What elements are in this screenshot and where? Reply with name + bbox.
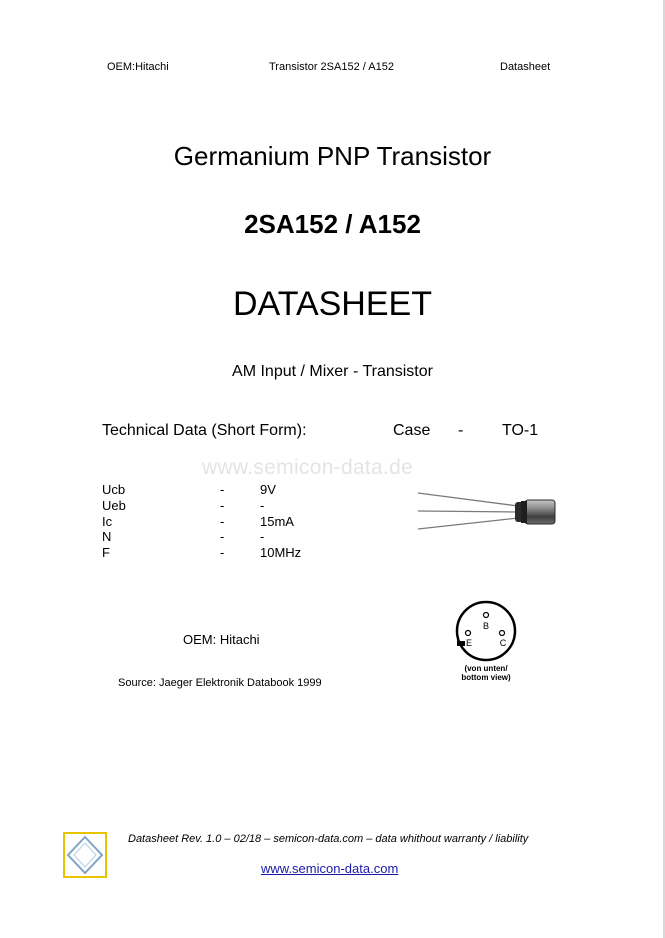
- watermark-text: www.semicon-data.de: [202, 456, 414, 479]
- part-number-title: 2SA152 / A152: [244, 209, 421, 239]
- transistor-image: [415, 488, 565, 536]
- case-dash: -: [458, 422, 464, 439]
- spec-dash: -: [220, 514, 225, 529]
- spec-param: Ucb: [102, 482, 126, 497]
- footer-revision-note: Datasheet Rev. 1.0 – 02/18 – semicon-data.com – data whithout warranty / liability: [128, 833, 529, 845]
- case-label: Case: [393, 422, 431, 439]
- semicon-logo: [63, 832, 107, 878]
- pinout-diagram: [449, 599, 523, 685]
- pinout-note-line1: (von unten/: [464, 664, 508, 673]
- spec-value: 10MHz: [260, 545, 302, 560]
- spec-dash: -: [220, 529, 225, 544]
- spec-value: 15mA: [260, 514, 294, 529]
- pin-b-label: B: [482, 621, 490, 631]
- pinout-note-line2: bottom view): [461, 673, 511, 682]
- header-title: Transistor 2SA152 / A152: [269, 61, 394, 73]
- spec-param: F: [102, 545, 110, 560]
- footer-website-link[interactable]: www.semicon-data.com: [261, 861, 399, 876]
- spec-dash: -: [220, 482, 225, 497]
- spec-param: Ic: [102, 514, 113, 529]
- product-type-title: Germanium PNP Transistor: [173, 141, 492, 171]
- technical-heading: Technical Data (Short Form):: [102, 422, 307, 439]
- application-subtitle: AM Input / Mixer - Transistor: [232, 363, 433, 380]
- spec-dash: -: [220, 498, 225, 513]
- oem-line: OEM: Hitachi: [183, 632, 260, 647]
- datasheet-title: DATASHEET: [233, 285, 432, 323]
- case-value: TO-1: [502, 422, 539, 439]
- source-line: Source: Jaeger Elektronik Databook 1999: [118, 677, 322, 689]
- spec-param: N: [102, 529, 112, 544]
- header-oem: OEM:Hitachi: [107, 61, 169, 73]
- spec-value: -: [260, 529, 265, 544]
- pin-e-label: E: [465, 638, 473, 648]
- spec-param: Ueb: [102, 498, 126, 513]
- header-doctype: Datasheet: [500, 61, 551, 73]
- spec-value: -: [260, 498, 265, 513]
- pin-c-label: C: [499, 638, 507, 648]
- spec-dash: -: [220, 545, 225, 560]
- spec-value: 9V: [260, 482, 276, 497]
